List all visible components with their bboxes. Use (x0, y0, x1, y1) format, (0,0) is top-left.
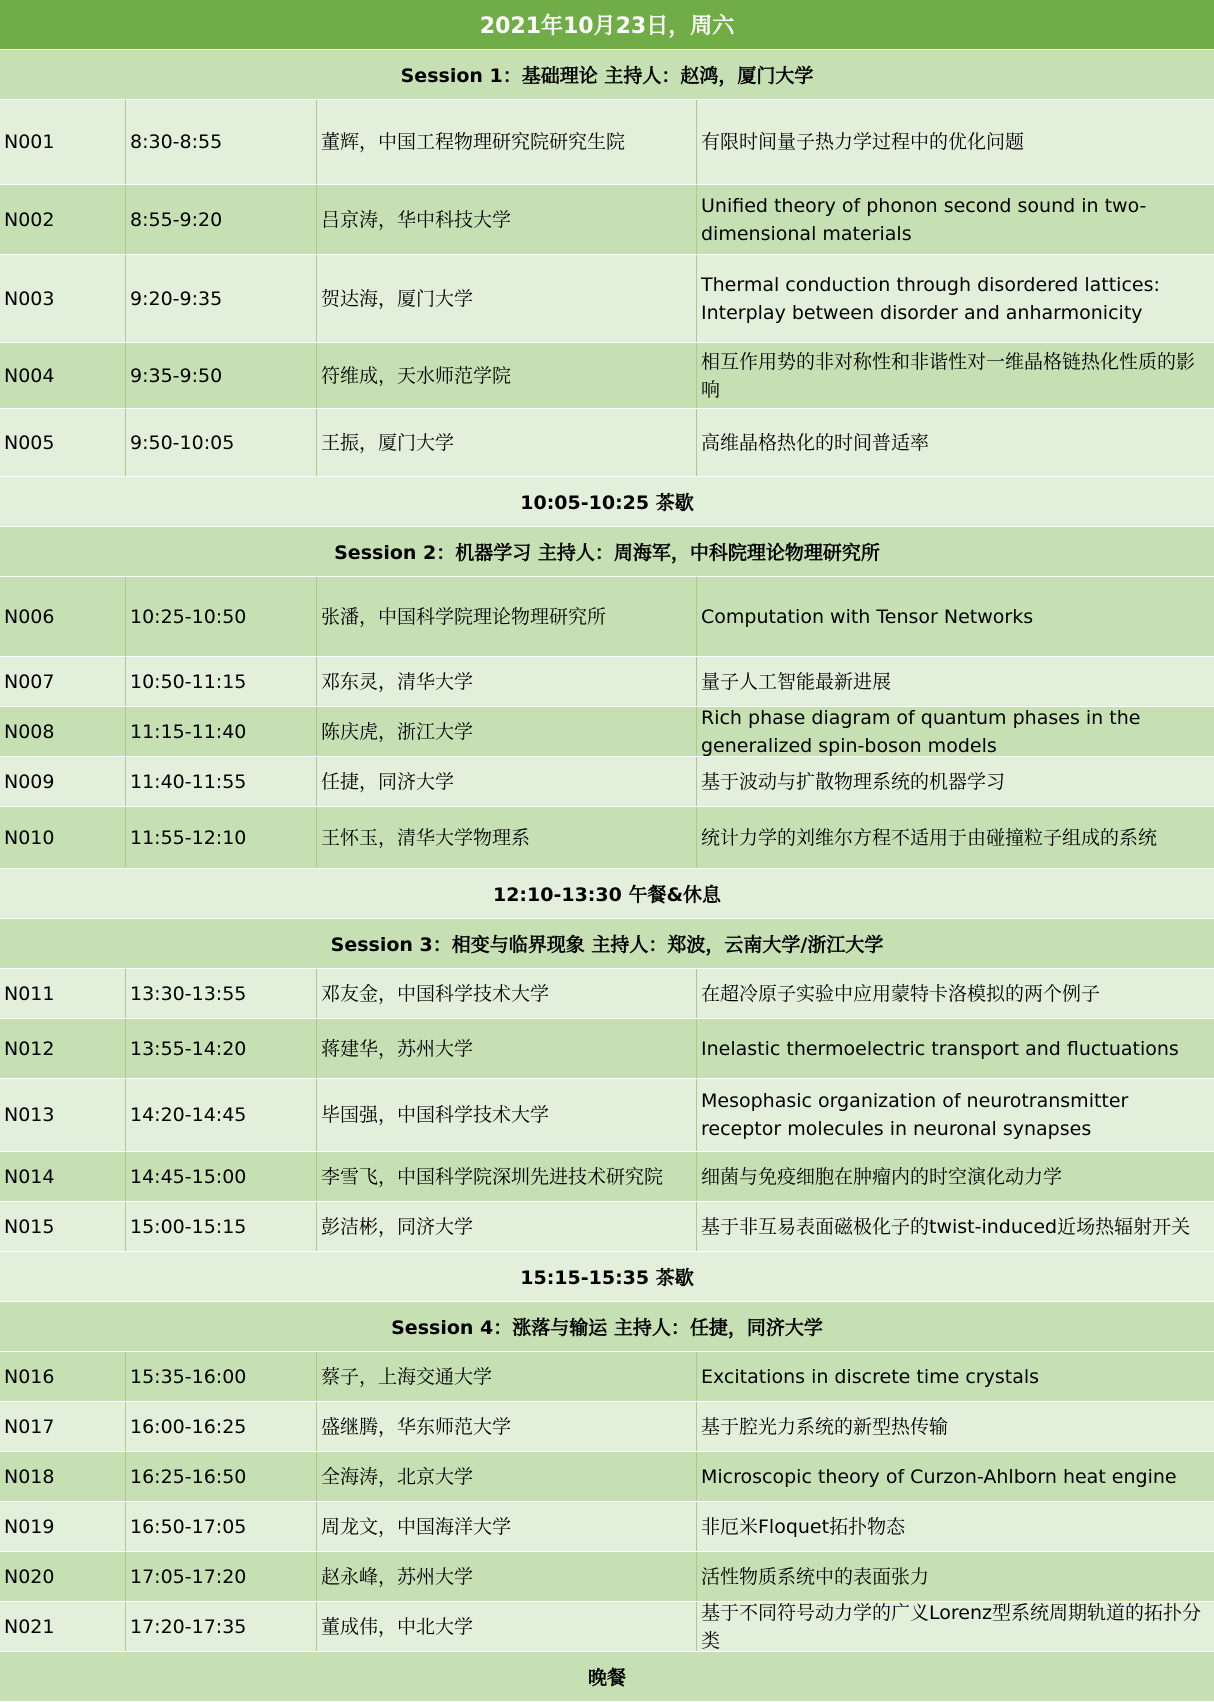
talk-row (0, 757, 1214, 807)
talk-time: 10:50-11:15 (126, 657, 317, 706)
talk-row (0, 1352, 1214, 1402)
talk-time: 15:35-16:00 (126, 1352, 317, 1401)
talk-speaker: 董成伟，中北大学 (317, 1602, 697, 1651)
talk-speaker: 毕国强，中国科学技术大学 (317, 1079, 697, 1151)
tea-break-2: 15:15-15:35 茶歇 (0, 1252, 1214, 1302)
talk-time: 11:55-12:10 (126, 807, 317, 868)
talk-row (0, 1202, 1214, 1252)
talk-speaker: 吕京涛，华中科技大学 (317, 185, 697, 254)
talk-time: 15:00-15:15 (126, 1202, 317, 1251)
talk-title: 高维晶格热化的时间普适率 (701, 431, 930, 454)
talk-row (0, 1019, 1214, 1079)
lunch-break: 12:10-13:30 午餐&休息 (0, 869, 1214, 919)
talk-speaker: 任捷，同济大学 (317, 757, 697, 806)
talk-time: 8:30-8:55 (126, 100, 317, 184)
date-header: 2021年10月23日，周六 (0, 0, 1214, 50)
talk-speaker: 彭洁彬，同济大学 (317, 1202, 697, 1251)
tea-break-1: 10:05-10:25 茶歇 (0, 477, 1214, 527)
talk-speaker: 赵永峰，苏州大学 (317, 1552, 697, 1601)
talk-row (0, 1552, 1214, 1602)
talk-row (0, 409, 1214, 477)
talk-row (0, 255, 1214, 343)
dinner: 晚餐 (0, 1652, 1214, 1702)
talk-title: Inelastic thermoelectric transport and fluctuations (701, 1037, 1179, 1060)
talk-speaker: 陈庆虎，浙江大学 (317, 707, 697, 756)
session-3-header: Session 3：相变与临界现象 主持人：郑波，云南大学/浙江大学 (0, 919, 1214, 969)
talk-time: 9:50-10:05 (126, 409, 317, 476)
talk-speaker: 全海涛，北京大学 (317, 1452, 697, 1501)
session-1-header: Session 1：基础理论 主持人：赵鸿，厦门大学 (0, 50, 1214, 100)
talk-id: N015 (0, 1202, 126, 1251)
talk-row (0, 1502, 1214, 1552)
talk-title: 在超冷原子实验中应用蒙特卡洛模拟的两个例子 (701, 982, 1101, 1005)
talk-id: N006 (0, 577, 126, 656)
talk-time: 17:05-17:20 (126, 1552, 317, 1601)
talk-id: N007 (0, 657, 126, 706)
talk-title: Thermal conduction through disordered lattices: Interplay between disorder and anharmonicity (701, 273, 1160, 324)
session-4-header: Session 4：涨落与输运 主持人：任捷，同济大学 (0, 1302, 1214, 1352)
talk-speaker: 蒋建华，苏州大学 (317, 1019, 697, 1078)
talk-id: N002 (0, 185, 126, 254)
talk-time: 16:50-17:05 (126, 1502, 317, 1551)
talk-row (0, 1079, 1214, 1152)
talk-title: Mesophasic organization of neurotransmitter receptor molecules in neuronal synapses (701, 1090, 1129, 1140)
talk-row (0, 1152, 1214, 1202)
talk-time: 10:25-10:50 (126, 577, 317, 656)
talk-time: 8:55-9:20 (126, 185, 317, 254)
talk-id: N013 (0, 1079, 126, 1151)
talk-title: Rich phase diagram of quantum phases in the generalized spin-boson models (701, 706, 1141, 757)
talk-row (0, 657, 1214, 707)
talk-id: N008 (0, 707, 126, 756)
talk-time: 13:30-13:55 (126, 969, 317, 1018)
talk-title: 统计力学的刘维尔方程不适用于由碰撞粒子组成的系统 (701, 826, 1158, 849)
talk-time: 9:35-9:50 (126, 343, 317, 408)
talk-time: 16:00-16:25 (126, 1402, 317, 1451)
talk-time: 9:20-9:35 (126, 255, 317, 342)
talk-id: N012 (0, 1019, 126, 1078)
talk-id: N003 (0, 255, 126, 342)
talk-title: 有限时间量子热力学过程中的优化问题 (701, 131, 1025, 153)
talk-speaker: 邓友金，中国科学技术大学 (317, 969, 697, 1018)
talk-title: 细菌与免疫细胞在肿瘤内的时空演化动力学 (701, 1165, 1063, 1188)
talk-time: 14:45-15:00 (126, 1152, 317, 1201)
talk-id: N005 (0, 409, 126, 476)
talk-speaker: 王振，厦门大学 (317, 409, 697, 476)
talk-title: 活性物质系统中的表面张力 (701, 1565, 930, 1588)
talk-time: 14:20-14:45 (126, 1079, 317, 1151)
talk-id: N011 (0, 969, 126, 1018)
talk-time: 17:20-17:35 (126, 1602, 317, 1651)
session-2-header: Session 2：机器学习 主持人：周海军，中科院理论物理研究所 (0, 527, 1214, 577)
talk-row (0, 185, 1214, 255)
talk-row (0, 100, 1214, 185)
talk-title: 基于波动与扩散物理系统的机器学习 (701, 770, 1006, 793)
talk-id: N019 (0, 1502, 126, 1551)
talk-row (0, 807, 1214, 869)
talk-speaker: 周龙文，中国海洋大学 (317, 1502, 697, 1551)
talk-id: N010 (0, 807, 126, 868)
talk-time: 11:15-11:40 (126, 707, 317, 756)
talk-title: 基于腔光力系统的新型热传输 (701, 1415, 949, 1438)
talk-id: N001 (0, 100, 126, 184)
talk-title: 量子人工智能最新进展 (701, 670, 892, 693)
talk-id: N004 (0, 343, 126, 408)
talk-row (0, 1602, 1214, 1652)
talk-title: Unified theory of phonon second sound in two-dimensional materials (701, 194, 1147, 245)
talk-id: N014 (0, 1152, 126, 1201)
talk-row (0, 1452, 1214, 1502)
talk-speaker: 张潘，中国科学院理论物理研究所 (317, 577, 697, 656)
talk-speaker: 符维成，天水师范学院 (317, 343, 697, 408)
talk-id: N009 (0, 757, 126, 806)
talk-title: Microscopic theory of Curzon-Ahlborn heat engine (701, 1465, 1177, 1488)
talk-id: N018 (0, 1452, 126, 1501)
talk-title: 非厄米Floquet拓扑物态 (701, 1515, 906, 1538)
talk-title: Computation with Tensor Networks (701, 605, 1034, 628)
talk-time: 13:55-14:20 (126, 1019, 317, 1078)
talk-speaker: 蔡子，上海交通大学 (317, 1352, 697, 1401)
talk-row (0, 707, 1214, 757)
talk-title: Excitations in discrete time crystals (701, 1365, 1040, 1388)
talk-id: N017 (0, 1402, 126, 1451)
talk-id: N021 (0, 1602, 126, 1651)
talk-row (0, 343, 1214, 409)
talk-speaker: 邓东灵，清华大学 (317, 657, 697, 706)
talk-id: N020 (0, 1552, 126, 1601)
talk-row (0, 969, 1214, 1019)
talk-id: N016 (0, 1352, 126, 1401)
talk-title: 基于不同符号动力学的广义Lorenz型系统周期轨道的拓扑分类 (701, 1601, 1201, 1652)
talk-speaker: 董辉，中国工程物理研究院研究生院 (317, 100, 697, 184)
talk-title: 相互作用势的非对称性和非谐性对一维晶格链热化性质的影响 (701, 350, 1196, 401)
talk-row (0, 577, 1214, 657)
talk-speaker: 盛继腾，华东师范大学 (317, 1402, 697, 1451)
talk-time: 16:25-16:50 (126, 1452, 317, 1501)
talk-speaker: 王怀玉，清华大学物理系 (317, 807, 697, 868)
talk-title: 基于非互易表面磁极化子的twist-induced近场热辐射开关 (701, 1215, 1191, 1238)
talk-time: 11:40-11:55 (126, 757, 317, 806)
talk-speaker: 贺达海，厦门大学 (317, 255, 697, 342)
talk-row (0, 1402, 1214, 1452)
talk-speaker: 李雪飞，中国科学院深圳先进技术研究院 (317, 1152, 697, 1201)
